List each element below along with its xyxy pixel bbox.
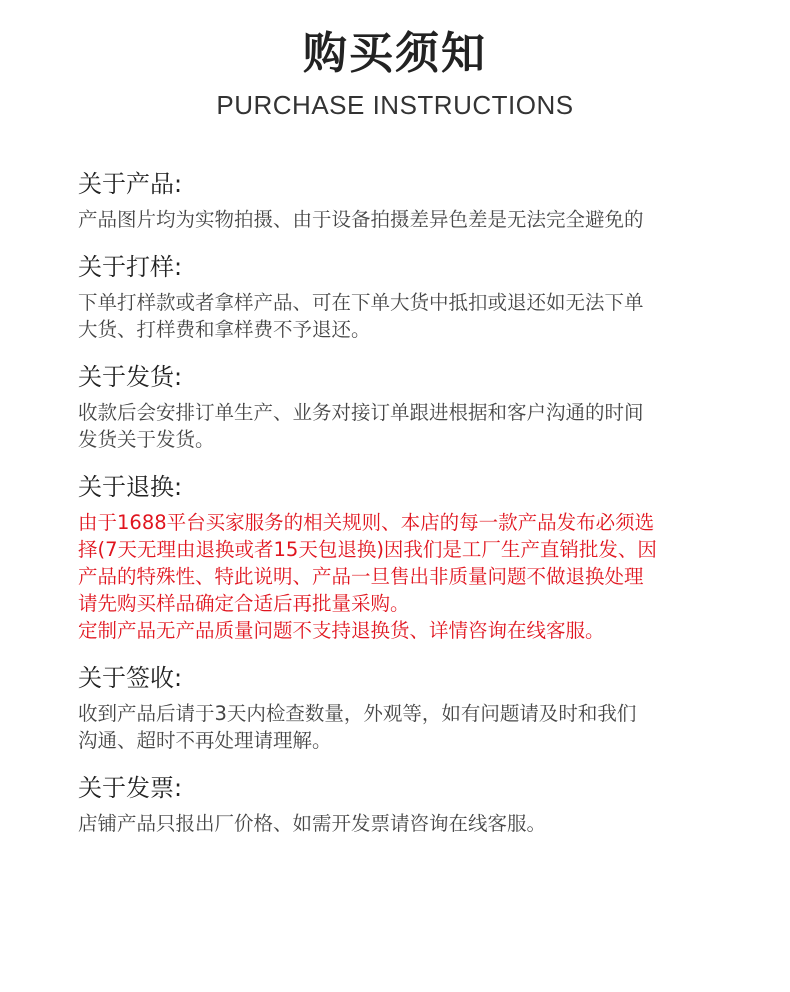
- page-title: 购买须知: [303, 28, 487, 79]
- page-header: [0, 22, 790, 122]
- section-heading: 关于退换:: [78, 473, 183, 501]
- section-shipping: [78, 357, 738, 453]
- section-heading: 关于发票:: [78, 774, 183, 802]
- section-product: [78, 164, 738, 233]
- section-text-line: 下单打样款或者拿样产品、可在下单大货中抵扣或退还如无法下单: [78, 291, 644, 314]
- section-text-line: 产品图片均为实物拍摄、由于设备拍摄差异色差是无法完全避免的: [78, 208, 644, 231]
- section-returns: [78, 467, 738, 644]
- section-heading: 关于签收:: [78, 664, 183, 692]
- section-text-line-highlighted: 产品的特殊性、特此说明、产品一旦售出非质量问题不做退换处理: [78, 565, 644, 588]
- section-text-line: 店铺产品只报出厂价格、如需开发票请咨询在线客服。: [78, 812, 547, 835]
- section-receipt: [78, 658, 738, 754]
- section-text-line-highlighted: 由于1688平台买家服务的相关规则、本店的每一款产品发布必须选: [78, 511, 655, 534]
- instructions-list: [78, 164, 738, 851]
- section-text-line: 沟通、超时不再处理请理解。: [78, 729, 332, 752]
- section-text-line-highlighted: 定制产品无产品质量问题不支持退换货、详情咨询在线客服。: [78, 619, 605, 642]
- section-text-line: 收到产品后请于3天内检查数量，外观等，如有问题请及时和我们: [78, 702, 637, 725]
- section-text-line-highlighted: 请先购买样品确定合适后再批量采购。: [78, 592, 410, 615]
- section-text-line: 发货关于发货。: [78, 428, 215, 451]
- section-invoice: [78, 768, 738, 837]
- section-heading: 关于发货:: [78, 363, 183, 391]
- page-subtitle: PURCHASE INSTRUCTIONS: [216, 90, 574, 120]
- section-sampling: [78, 247, 738, 343]
- section-text-line-highlighted: 择(7天无理由退换或者15天包退换)因我们是工厂生产直销批发、因: [78, 538, 657, 561]
- section-text-line: 大货、打样费和拿样费不予退还。: [78, 318, 371, 341]
- section-text-line: 收款后会安排订单生产、业务对接订单跟进根据和客户沟通的时间: [78, 401, 644, 424]
- section-heading: 关于产品:: [78, 170, 183, 198]
- section-heading: 关于打样:: [78, 253, 183, 281]
